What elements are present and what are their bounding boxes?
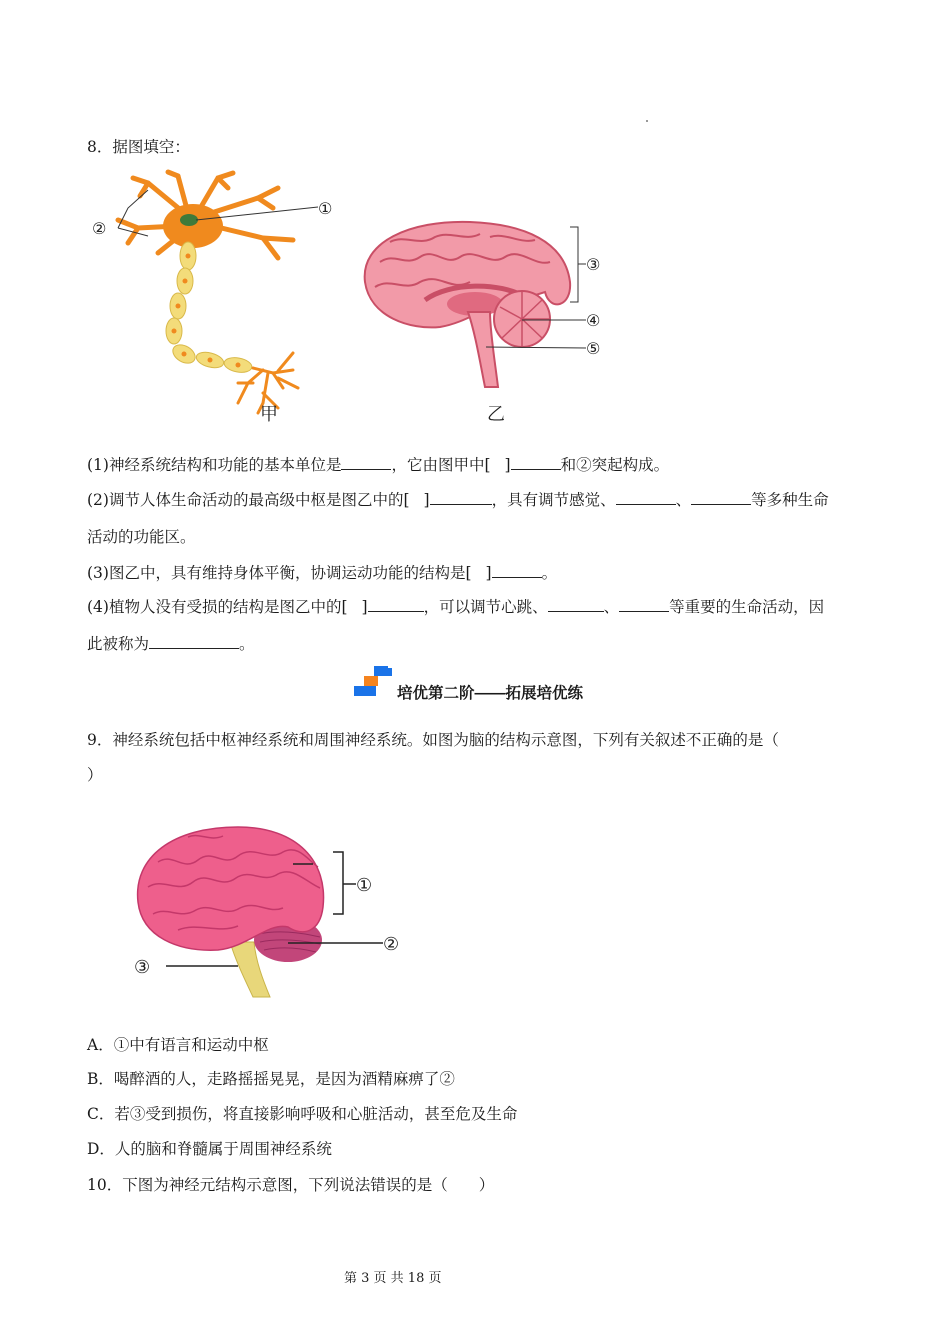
figure-jia-label: 甲: [260, 404, 278, 425]
brain2-label-2: ②: [383, 934, 400, 955]
q9-stem-cont: ）: [87, 766, 103, 784]
q8-sub4-cont: 此被称为 。: [87, 635, 255, 653]
brain-label-4: ④: [586, 311, 601, 330]
figure-yi-label: 乙: [487, 404, 505, 425]
q9-stem: 9．神经系统包括中枢神经系统和周围神经系统。如图为脑的结构示意图，下列有关叙述不正确的是（: [87, 731, 779, 749]
blank[interactable]: [149, 634, 239, 649]
q8-sub1: (1)神经系统结构和功能的基本单位是 ，它由图甲中[ ] 和②突起构成。: [87, 456, 670, 474]
neuron-label-2: ②: [92, 219, 107, 238]
blank[interactable]: [511, 455, 561, 470]
q9-option-c[interactable]: C．若③受到损伤，将直接影响呼吸和心脏活动，甚至危及生命: [87, 1105, 518, 1123]
blank[interactable]: [492, 563, 542, 578]
page-mark: [646, 120, 648, 122]
brain-lateral-figure: [128, 822, 418, 1000]
blank[interactable]: [430, 490, 492, 505]
brain-label-5: ⑤: [586, 339, 601, 358]
blank[interactable]: [619, 597, 669, 612]
q8-sub2: (2)调节人体生命活动的最高级中枢是图乙中的[ ] ，具有调节感觉、 、 等多种生命: [87, 491, 829, 509]
q9-option-b[interactable]: B．喝醉酒的人，走路摇摇晃晃，是因为酒精麻痹了②: [87, 1070, 455, 1088]
brain-label-3: ③: [586, 255, 601, 274]
blank[interactable]: [348, 598, 362, 612]
blank[interactable]: [691, 490, 751, 505]
section-title: 培优第二阶——拓展培优练: [397, 685, 584, 702]
blank[interactable]: [548, 597, 604, 612]
page-footer: 第 3 页 共 18 页: [344, 1271, 442, 1286]
neuron-figure: [88, 168, 348, 430]
q10-stem: 10．下图为神经元结构示意图，下列说法错误的是（ ）: [87, 1176, 495, 1194]
q9-option-a[interactable]: A．①中有语言和运动中枢: [87, 1036, 269, 1054]
blank[interactable]: [368, 597, 424, 612]
q9-option-d[interactable]: D．人的脑和脊髓属于周围神经系统: [87, 1140, 332, 1158]
q8-sub4: (4)植物人没有受损的结构是图乙中的[ ] ，可以调节心跳、 、 等重要的生命活动，因: [87, 598, 825, 616]
blank[interactable]: [616, 490, 676, 505]
brain2-label-1: ①: [356, 875, 373, 896]
blank[interactable]: [341, 455, 391, 470]
section-logo-icon: [354, 666, 396, 698]
blank[interactable]: [410, 491, 424, 505]
brain-sagittal-figure: [350, 212, 620, 427]
brain2-label-3: ③: [134, 957, 151, 978]
blank[interactable]: [491, 456, 505, 470]
q8-title: 8．据图填空：: [87, 138, 190, 156]
q8-sub2-cont: 活动的功能区。: [87, 528, 196, 546]
neuron-label-1: ①: [318, 199, 333, 218]
blank[interactable]: [472, 564, 486, 578]
q8-sub3: (3)图乙中，具有维持身体平衡，协调运动功能的结构是[ ] 。: [87, 564, 558, 582]
